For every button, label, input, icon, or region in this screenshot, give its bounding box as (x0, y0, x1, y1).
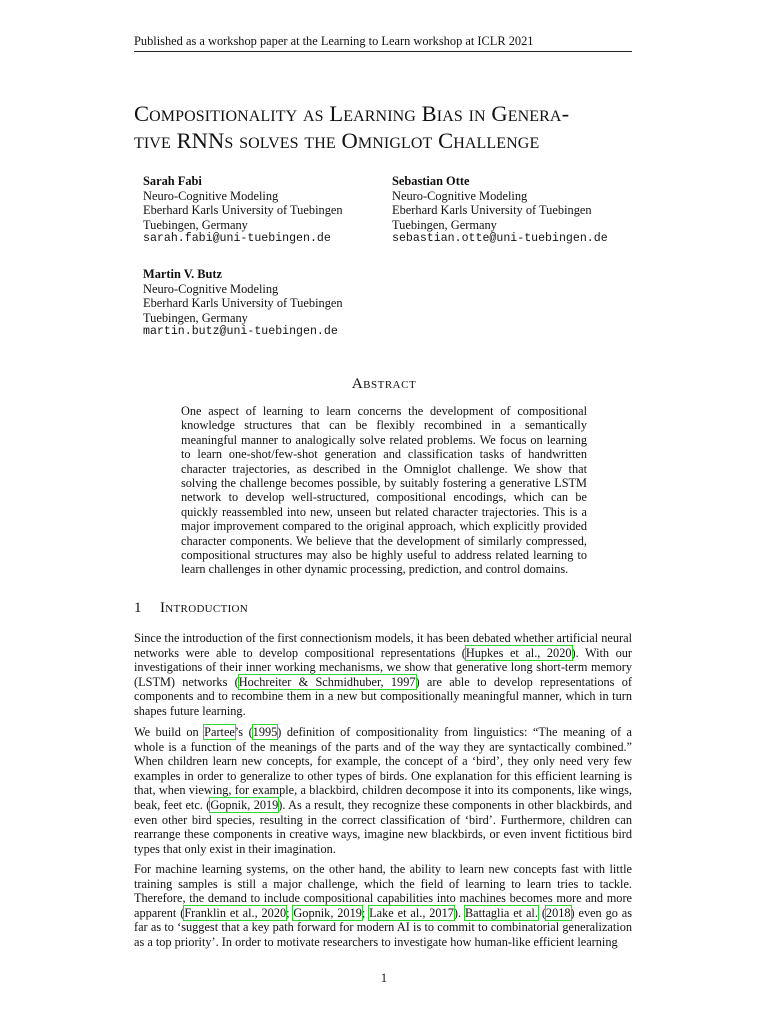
abstract-body: One aspect of learning to learn concerns the development of compositional knowledge structures that can be flexibly recombined in a semantically meaningful manner to analogically solve related problems. We focus on learning to learn one-shot/few-shot generation and classification tasks of handwritten character trajectories, as described in the Omniglot challenge. We show that solving the challenge becomes possible, by suitably fostering a generative LSTM network to develop well-structured, compositional encodings, which can be quickly reassembled into new, unseen but related character trajectories. This is a major improvement compared to the original approach, which explicitly provided character components. We believe that the development of similarly compressed, compositional structures may also be highly useful to address related learning to learn challenges in other dynamic processing, prediction, and control domains. (181, 404, 587, 577)
citation-link[interactable]: Hochreiter & Schmidhuber, 1997 (238, 674, 416, 689)
author-block-3 (143, 267, 343, 340)
author-name: Sarah Fabi (143, 174, 202, 188)
author-university: Eberhard Karls University of Tuebingen (143, 296, 343, 311)
author-name: Sebastian Otte (392, 174, 470, 188)
title-text-run: enera- (507, 101, 570, 126)
citation-link[interactable]: Battaglia et al. (464, 905, 538, 920)
paper-title (134, 100, 644, 154)
citation-link[interactable]: Hupkes et al., 2020 (465, 645, 572, 660)
author-location: Tuebingen, Germany (392, 217, 497, 232)
intro-paragraph-1: Since the introduction of the first connectionism models, it has been debated whether artificial neural networks were able to develop compositional representations (Hupkes et al., 2020). With our investigations of their inner working mechanisms, we show that generative long short-term memory (LSTM) networks (Hochreiter & Schmidhuber, 1997) are able to develop representations of components and to recombine them in a new but compositionally meaningful manner, which in turn shapes future learning. (134, 631, 633, 718)
author-department: Neuro-Cognitive Modeling (143, 281, 279, 296)
author-name: Martin V. Butz (143, 267, 223, 281)
author-university: Eberhard Karls University of Tuebingen (143, 203, 343, 218)
intro-paragraph-2: We build on Partee’s (1995) definition of compositionality from linguistics: “The meaning of a whole is a function of the meanings of the parts and of the way they are syntactically combined.” When children learn new concepts, for example, the concept of a ‘bird’, they only need very few examples in order to generalize to other types of birds. One explanation for this efficient learning is that, when viewing, for example, a blackbird, children decompose it into its components, like wings, beak, feet etc. (Gopnik, 2019). As a result, they recognize these components in other blackbirds, and even other bird species, resulting in the correct classification of ‘bird’. Furthermore, children can rearrange these components in creative ways, imagine new blackbirds, or even invent fictitious bird types that only exist in their imagination. (134, 725, 632, 856)
title-text-run: ias in (436, 101, 492, 126)
author-email: sebastian.otte@uni-tuebingen.de (392, 232, 608, 246)
author-block-1 (143, 174, 343, 247)
author-location: Tuebingen, Germany (143, 310, 248, 325)
title-text-run: G (491, 101, 508, 126)
title-text-run: hallenge (453, 128, 540, 153)
title-text-run: tive (134, 128, 177, 153)
title-line-2 (134, 128, 539, 153)
abstract-heading: Abstract (351, 376, 417, 392)
citation-link[interactable]: Gopnik, 2019 (210, 797, 279, 812)
title-text-run: ompositionality as (149, 101, 330, 126)
title-text-run: O (341, 128, 358, 153)
title-line-1 (134, 101, 569, 126)
author-email: martin.butz@uni-tuebingen.de (143, 325, 338, 339)
author-location: Tuebingen, Germany (143, 217, 248, 232)
title-text-run: C (438, 128, 454, 153)
citation-link[interactable]: Lake et al., 2017 (369, 905, 454, 920)
citation-link[interactable]: 2018 (545, 905, 571, 920)
citation-link[interactable]: Franklin et al., 2020 (184, 905, 287, 920)
section-heading (134, 600, 248, 617)
citation-link[interactable]: Partee (204, 725, 235, 739)
section-number: 1 (134, 600, 142, 616)
running-head: Published as a workshop paper at the Learning to Learn workshop at ICLR 2021 (134, 33, 632, 52)
title-text-run: mniglot (357, 128, 439, 153)
section-title: Introduction (160, 600, 249, 616)
citation-link[interactable]: Gopnik, 2019 (293, 905, 362, 920)
author-email: sarah.fabi@uni-tuebingen.de (143, 232, 331, 246)
author-block-2 (392, 174, 608, 247)
intro-paragraph-3: For machine learning systems, on the other hand, the ability to learn new concepts fast with little training samples is still a major challenge, which the field of learning to learn tries to tackle. Therefore, the demand to include compositional capabilities into machines becomes more and more apparent (Franklin et al., 2020; Gopnik, 2019; Lake et al., 2017). Battaglia et al. (2018) even go as far as to ‘suggest that a key path forward for modern AI is to commit to combinatorial generalization as a top priority’. In order to motivate researchers to investigate how human-like efficient learning (134, 862, 633, 949)
author-university: Eberhard Karls University of Tuebingen (392, 203, 592, 218)
title-text-run: L (329, 101, 344, 126)
title-text-run: s solves the (224, 128, 342, 153)
author-department: Neuro-Cognitive Modeling (143, 188, 279, 203)
title-text-run: B (421, 101, 437, 126)
author-department: Neuro-Cognitive Modeling (392, 188, 528, 203)
title-text-run: RNN (176, 128, 225, 153)
title-text-run: C (134, 101, 150, 126)
page-number: 1 (380, 971, 388, 985)
title-text-run: earning (343, 101, 422, 126)
citation-link[interactable]: 1995 (252, 725, 278, 739)
